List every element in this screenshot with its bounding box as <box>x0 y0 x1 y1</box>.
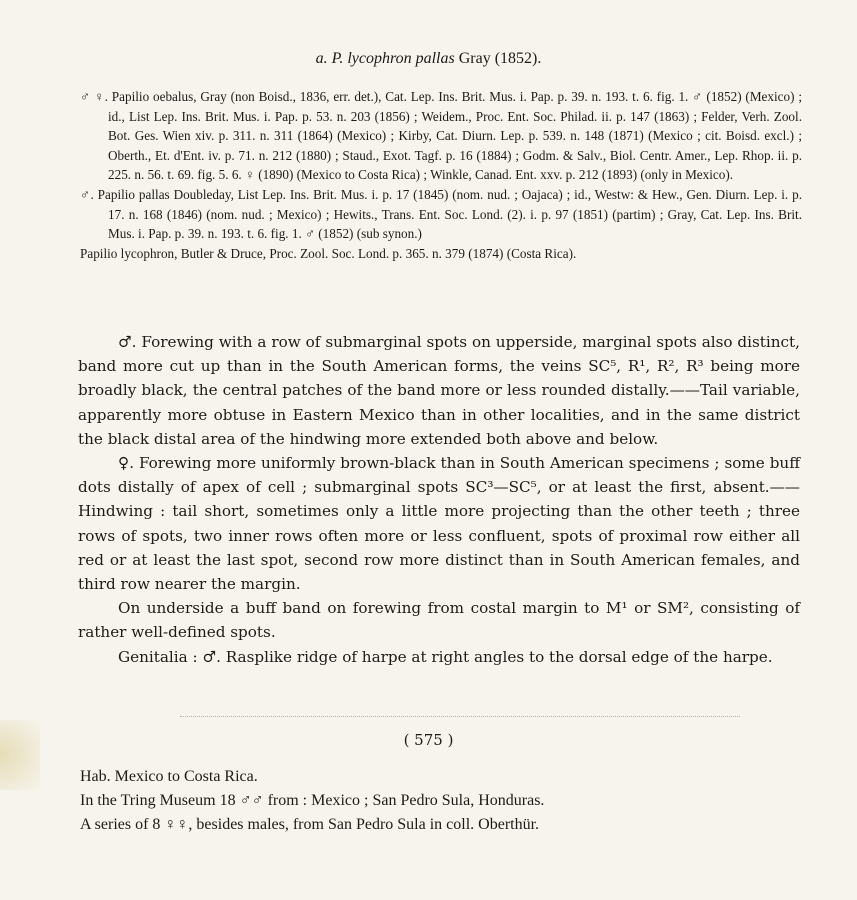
title-author: Gray (1852). <box>458 50 542 67</box>
oberthur-series-line: A series of 8 ♀♀, besides males, from San Pedro Sula in coll. Oberthür. <box>80 816 540 833</box>
underside-description: On underside a buff band on forewing from costal margin to M¹ or SM², consisting of rather well-defined spots. <box>78 599 800 642</box>
synonym-entry-pallas: ♂. Papilio pallas Doubleday, List Lep. Ins. Brit. Mus. i. p. 17 (1845) (nom. nud. ; Oajaca) ; id., Westw: & Hew., Gen. Diurn. Lep. i. p. 17. n. 168 (1846) (nom. nud. ; Mexico) ; Hewits., Trans. Ent. Soc. Lond. (2). i. p. 97 (1851) (partim) ; Gray, Cat. Lep. Ins. Brit. Mus. i. Pap. p. 39. n. 193. t. 6. fig. 1. ♂ (1852) (sub synon.) <box>80 186 802 242</box>
genitalia-description: Genitalia : ♂. Rasplike ridge of harpe at right angles to the dorsal edge of the harpe. <box>118 647 773 666</box>
page-number: ( 575 ) <box>403 731 454 749</box>
habitat-block <box>80 765 800 837</box>
female-description: ♀. Forewing more uniformly brown-black than in South American specimens ; some buff dots distally of apex of cell ; submarginal spots SC³—SC⁵, or at least the first, absent.——Hindwing : tail short, sometimes only a little more projecting than the other teeth ; three rows of spots, two inner rows often more or less confluent, spots of proximal row either all red or at least the last spot, second row more distinct than in South American females, and third row nearer the margin. <box>78 454 800 594</box>
description-block <box>78 330 800 669</box>
title-taxon: lycophron pallas <box>347 50 455 67</box>
synonymy-block <box>80 87 802 263</box>
title-prefix: a. P. <box>315 50 344 67</box>
synonym-entry-lycophron: Papilio lycophron, Butler & Druce, Proc. Zool. Soc. Lond. p. 365. n. 379 (1874) (Costa Rica). <box>80 245 577 261</box>
male-description: ♂. Forewing with a row of submarginal spots on upperside, marginal spots also distinct, band more cut up than in the South American forms, the veins SC⁵, R¹, R², R³ being more broadly black, the central patches of the band more or less rounded distally.——Tail variable, apparently more obtuse in Eastern Mexico than in other localities, and in the same district the black distal area of the hindwing more extended both above and below. <box>78 333 800 448</box>
habitat-line: Hab. Mexico to Costa Rica. <box>80 768 258 785</box>
synonym-entry-oebalus: ♂ ♀. Papilio oebalus, Gray (non Boisd., 1836, err. det.), Cat. Lep. Ins. Brit. Mus. i. Pap. p. 39. n. 193. t. 6. fig. 1. ♂ (1852) (Mexico) ; id., List Lep. Ins. Brit. Mus. i. Pap. p. 53. n. 203 (1856) ; Weidem., Proc. Ent. Soc. Philad. ii. p. 147 (1863) ; Felder, Verh. Zool. Bot. Ges. Wien xiv. p. 311. n. 311 (1864) (Mexico) ; Kirby, Cat. Diurn. Lep. p. 539. n. 148 (1871) (Mexico ; cit. Boisd. excl.) ; Oberth., Et. d'Ent. iv. p. 71. n. 212 (1880) ; Staud., Exot. Tagf. p. 16 (1884) ; Godm. & Salv., Biol. Centr. Amer., Lep. Rhop. ii. p. 225. n. 56. t. 69. fig. 5. 6. ♀ (1890) (Mexico to Costa Rica) ; Winkle, Canad. Ent. xxv. p. 212 (1893) (only in Mexico). <box>80 89 802 183</box>
bleed-through-dots <box>180 716 740 721</box>
tring-museum-line: In the Tring Museum 18 ♂♂ from : Mexico ; San Pedro Sula, Honduras. <box>80 792 545 809</box>
section-title <box>0 50 857 68</box>
